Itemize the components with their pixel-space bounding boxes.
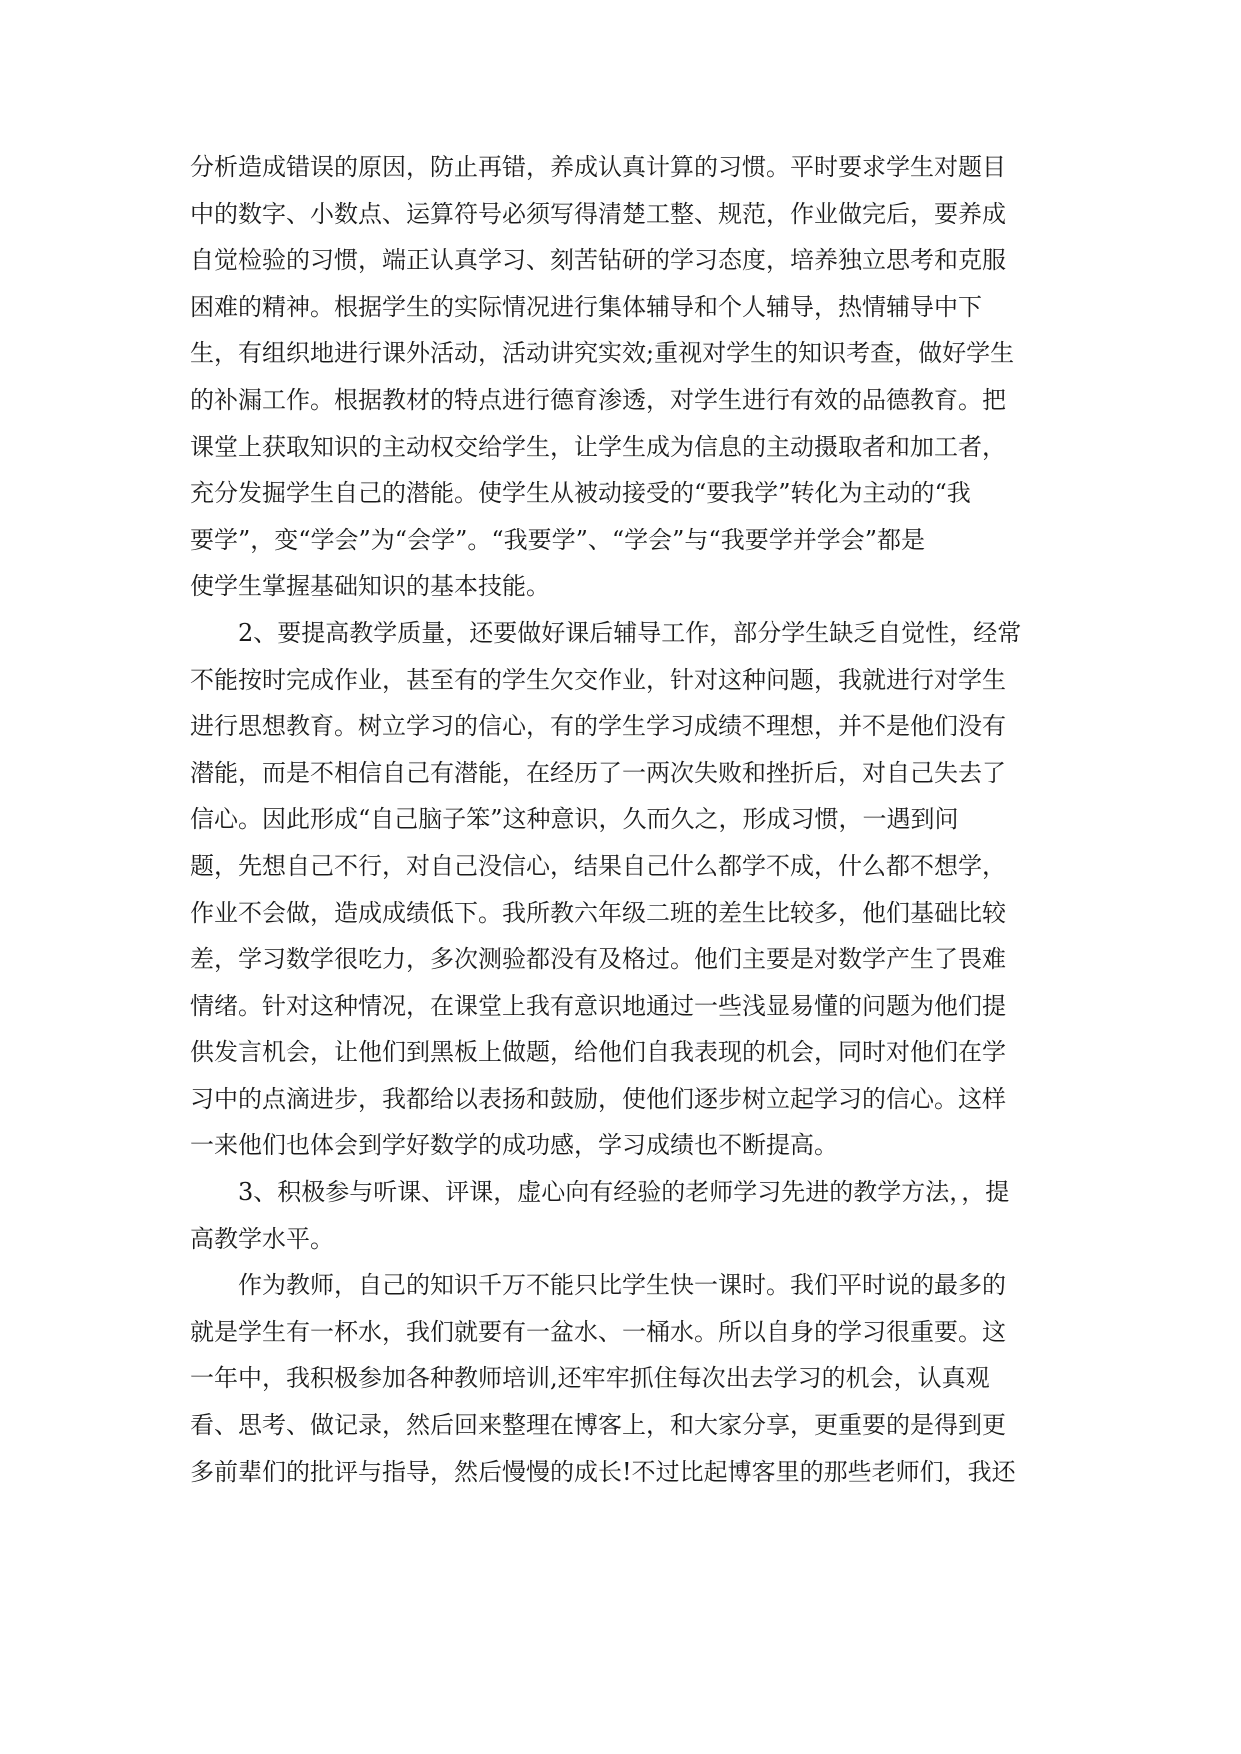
text-line: 自觉检验的习惯，端正认真学习、刻苦钻研的学习态度，培养独立思考和克服 — [190, 246, 1006, 275]
text-line: 进行思想教育。树立学习的信心，有的学生学习成绩不理想，并不是他们没有 — [190, 712, 1006, 741]
text-line: 多前辈们的批评与指导，然后慢慢的成长!不过比起博客里的那些老师们，我还 — [190, 1457, 1016, 1486]
text-line: 作为教师，自己的知识千万不能只比学生快一课时。我们平时说的最多的 — [238, 1271, 1006, 1300]
text-line: 作业不会做，造成成绩低下。我所教六年级二班的差生比较多，他们基础比较 — [190, 898, 1006, 927]
text-line: 潜能，而是不相信自己有潜能，在经历了一两次失败和挫折后，对自己失去了 — [190, 758, 1006, 787]
text-line: 生，有组织地进行课外活动，活动讲究实效;重视对学生的知识考查，做好学生 — [190, 339, 1015, 368]
text-line: 使学生掌握基础知识的基本技能。 — [190, 572, 550, 601]
text-line: 看、思考、做记录，然后回来整理在博客上，和大家分享，更重要的是得到更 — [190, 1411, 1006, 1440]
text-line: 差，学习数学很吃力，多次测验都没有及格过。他们主要是对数学产生了畏难 — [190, 945, 1006, 974]
text-line: 困难的精神。根据学生的实际情况进行集体辅导和个人辅导，热情辅导中下 — [190, 292, 982, 321]
text-line: 课堂上获取知识的主动权交给学生，让学生成为信息的主动摄取者和加工者， — [190, 432, 1006, 461]
text-line: 不能按时完成作业，甚至有的学生欠交作业，针对这种问题，我就进行对学生 — [190, 665, 1006, 694]
text-line: 就是学生有一杯水，我们就要有一盆水、一桶水。所以自身的学习很重要。这 — [190, 1317, 1006, 1346]
text-line: 的补漏工作。根据教材的特点进行德育渗透，对学生进行有效的品德教育。把 — [190, 385, 1006, 414]
text-line: 高教学水平。 — [190, 1224, 334, 1253]
text-line: 题，先想自己不行，对自己没信心，结果自己什么都学不成，什么都不想学， — [190, 851, 1006, 880]
text-line: 情绪。针对这种情况，在课堂上我有意识地通过一些浅显易懂的问题为他们提 — [190, 991, 1006, 1020]
body-text — [190, 144, 1055, 1495]
text-line: 2、要提高教学质量，还要做好课后辅导工作，部分学生缺乏自觉性，经常 — [238, 618, 1022, 647]
text-line: 分析造成错误的原因，防止再错，养成认真计算的习惯。平时要求学生对题目 — [190, 153, 1006, 181]
text-line: 要学”，变“学会”为“会学”。“我要学”、“学会”与“我要学并学会”都是 — [190, 525, 925, 554]
text-line: 充分发掘学生自己的潜能。使学生从被动接受的“要我学”转化为主动的“我 — [190, 479, 971, 508]
text-line: 习中的点滴进步，我都给以表扬和鼓励，使他们逐步树立起学习的信心。这样 — [190, 1084, 1006, 1113]
text-line: 3、积极参与听课、评课，虚心向有经验的老师学习先进的教学方法，，提 — [238, 1178, 1010, 1207]
text-line: 中的数字、小数点、运算符号必须写得清楚工整、规范，作业做完后，要养成 — [190, 199, 1006, 228]
text-line: 一来他们也体会到学好数学的成功感，学习成绩也不断提高。 — [190, 1131, 838, 1160]
text-line: 供发言机会，让他们到黑板上做题，给他们自我表现的机会，同时对他们在学 — [190, 1038, 1006, 1067]
text-line: 一年中，我积极参加各种教师培训,还牢牢抓住每次出去学习的机会，认真观 — [190, 1364, 990, 1393]
text-line: 信心。因此形成“自己脑子笨”这种意识，久而久之，形成习惯，一遇到问 — [190, 805, 959, 834]
